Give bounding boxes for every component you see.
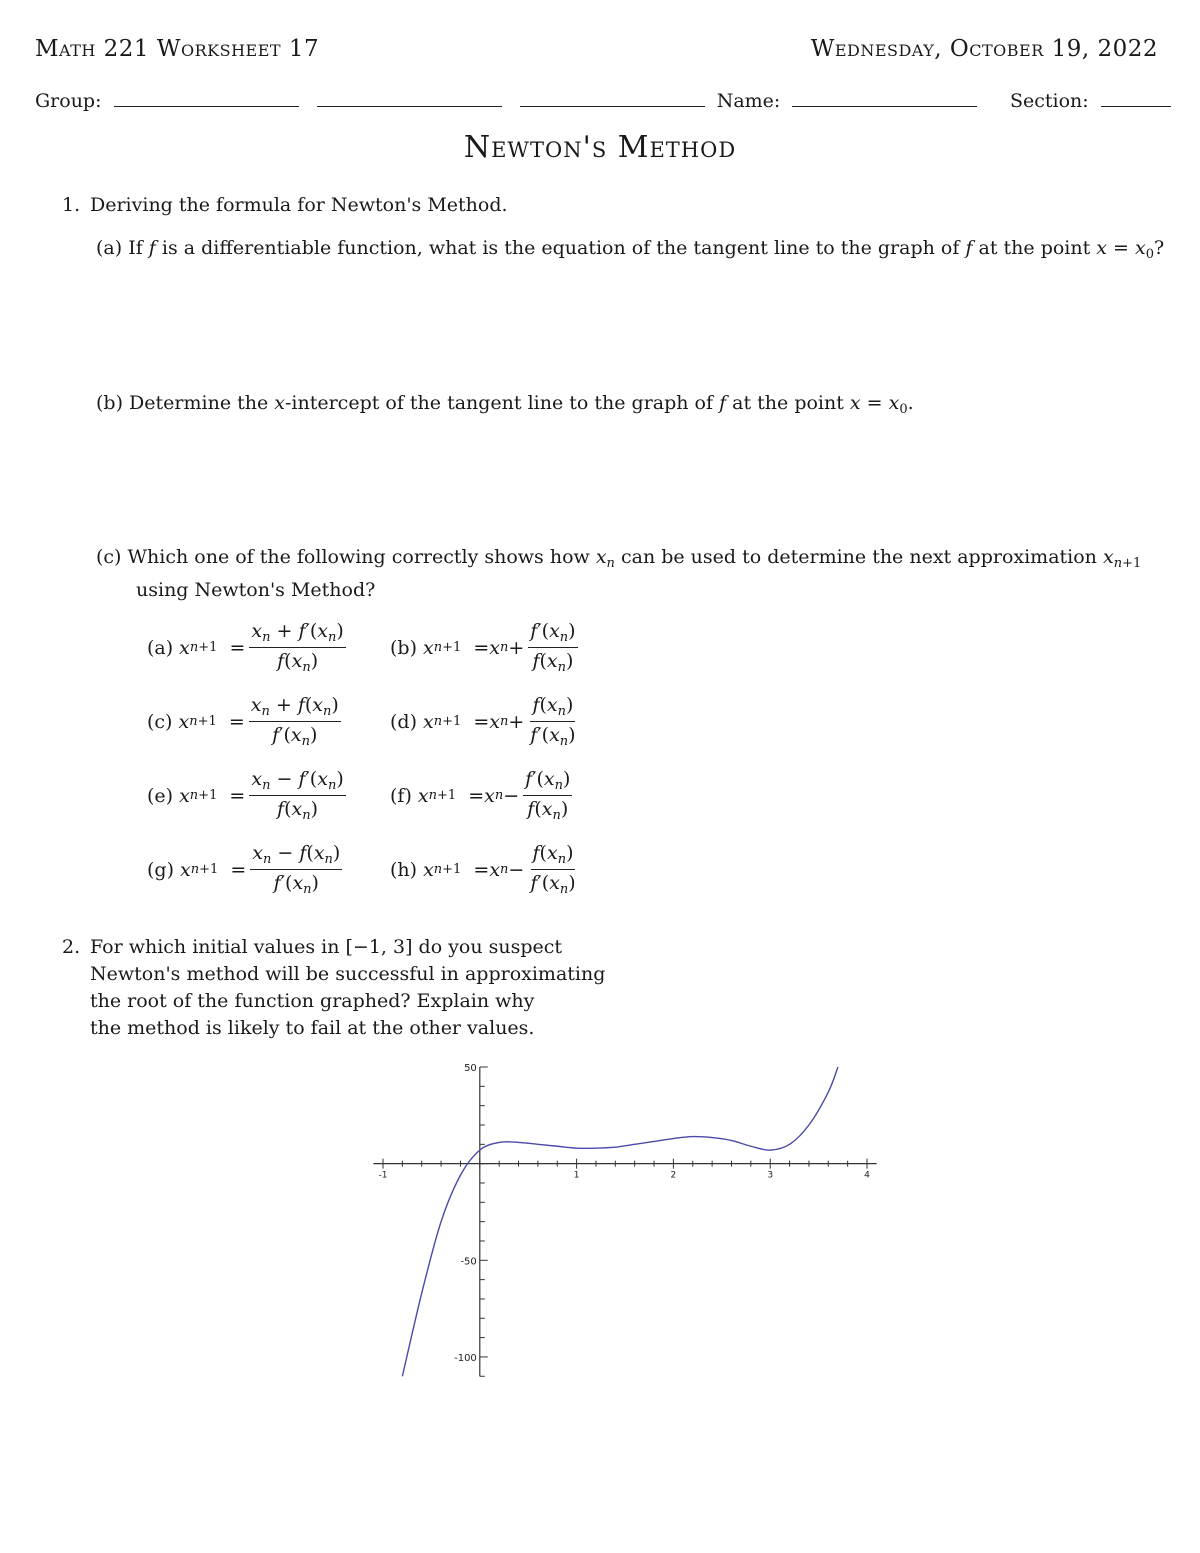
option-label: (a)	[147, 636, 174, 659]
q1c: (c) Which one of the following correctly shows how $x_n$ can be used to determine the next approximation $x_{n+1}$ using Newton's Method?	[96, 544, 1171, 604]
option-fraction: $\frac{x_n - f'(x_n)}{f(x_n)}$	[251, 768, 344, 823]
q1c-label: (c)	[96, 546, 122, 568]
y-tick-label: -50	[460, 1256, 477, 1268]
option-label: (f)	[390, 784, 412, 807]
option-fraction: $\frac{f(x_n)}{f'(x_n)}$	[530, 694, 576, 749]
name-blank[interactable]	[792, 105, 977, 107]
page-title: Newton's Method	[463, 130, 737, 165]
option-fraction: $\frac{x_n + f'(x_n)}{f(x_n)}$	[251, 620, 344, 675]
q1b-text-3: at the point	[732, 392, 844, 414]
option-fraction: $\frac{x_n + f(x_n)}{f'(x_n)}$	[250, 694, 339, 749]
section-label: Section:	[1010, 90, 1089, 112]
option-label: (b)	[390, 636, 417, 659]
x-tick-label: -1	[378, 1170, 388, 1181]
function-graph	[360, 1055, 900, 1385]
q1-number: 1.	[62, 194, 81, 216]
q1-text: Deriving the formula for Newton's Method.	[90, 194, 508, 216]
y-tick-label: 50	[464, 1063, 477, 1074]
option-h[interactable]: (h) x n+1 = x n − $\frac{f(x_n)}{f'(x_n)}$	[390, 842, 576, 897]
q1c-text-1: Which one of the following correctly shows how	[127, 546, 590, 568]
q2-text	[90, 934, 605, 1042]
option-label: (c)	[147, 710, 173, 733]
x-tick-label: 3	[767, 1170, 774, 1181]
option-fraction: $\frac{f'(x_n)}{f(x_n)}$	[530, 620, 576, 675]
y-tick-label: -100	[454, 1352, 477, 1364]
option-label: (d)	[390, 710, 417, 733]
option-f[interactable]: (f) x n+1 = x n − $\frac{f'(x_n)}{f(x_n)}$	[390, 768, 571, 823]
q1b-label: (b)	[96, 392, 123, 414]
option-a[interactable]: (a) x n+1 = $\frac{x_n + f'(x_n)}{f(x_n)}$	[147, 620, 344, 675]
q1a-text-2: is a differentiable function, what is the equation of the tangent line to the graph of	[161, 237, 960, 259]
q2-line-4: the method is likely to fail at the other values.	[90, 1017, 535, 1039]
f-symbol: f	[965, 237, 973, 259]
course-title: Math 221 Worksheet 17	[35, 36, 320, 62]
x-tick-label: 1	[573, 1170, 580, 1181]
option-label: (h)	[390, 858, 418, 881]
q1a: (a) If f is a differentiable function, what is the equation of the tangent line to the graph of f at the point $x = x_0$?	[96, 237, 1165, 262]
q1c-text-3: using Newton's Method?	[136, 579, 376, 601]
q1b: (b) Determine the x-intercept of the tangent line to the graph of f at the point $x = x_0$.	[96, 392, 914, 417]
option-g[interactable]: (g) x n+1 = $\frac{x_n - f(x_n)}{f'(x_n)}$	[147, 842, 341, 897]
section-row	[1010, 88, 1171, 115]
function-curve	[402, 1067, 838, 1376]
option-c[interactable]: (c) x n+1 = $\frac{x_n + f(x_n)}{f'(x_n)}$	[147, 694, 339, 749]
q1a-label: (a)	[96, 237, 123, 259]
q1b-text-2: -intercept of the tangent line to the graph of	[284, 392, 714, 414]
x-tick-label: 4	[864, 1170, 870, 1181]
option-b[interactable]: (b) x n+1 = x n + $\frac{f'(x_n)}{f(x_n)}$	[390, 620, 576, 675]
f-symbol: f	[148, 237, 156, 259]
option-e[interactable]: (e) x n+1 = $\frac{x_n - f'(x_n)}{f(x_n)}$	[147, 768, 344, 823]
q1a-text-3: at the point	[978, 237, 1091, 259]
name-label: Name:	[716, 90, 781, 112]
worksheet-date: Wednesday, October 19, 2022	[810, 36, 1158, 62]
option-fraction: $\frac{x_n - f(x_n)}{f'(x_n)}$	[252, 842, 341, 897]
option-label: (g)	[147, 858, 174, 881]
group-blank-3[interactable]	[520, 105, 705, 107]
q1b-text-1: Determine the	[129, 392, 269, 414]
q2-line-2: Newton's method will be successful in approximating	[90, 963, 606, 985]
section-blank[interactable]	[1101, 105, 1171, 107]
option-fraction: $\frac{f(x_n)}{f'(x_n)}$	[530, 842, 576, 897]
q1a-text-1: If	[128, 237, 143, 259]
group-blank-1[interactable]	[114, 105, 299, 107]
q2-line-3: the root of the function graphed? Explain why	[90, 990, 535, 1012]
q2-number: 2.	[62, 936, 81, 958]
x-tick-label: 2	[670, 1170, 677, 1181]
option-label: (e)	[147, 784, 174, 807]
group-blank-2[interactable]	[317, 105, 502, 107]
q1c-text-2: can be used to determine the next approximation	[620, 546, 1097, 568]
group-label: Group:	[35, 90, 102, 112]
option-fraction: $\frac{f'(x_n)}{f(x_n)}$	[525, 768, 571, 823]
q2-line-1: For which initial values in [−1, 3] do you suspect	[90, 936, 563, 958]
option-d[interactable]: (d) x n+1 = x n + $\frac{f(x_n)}{f'(x_n)}$	[390, 694, 576, 749]
group-row	[35, 88, 1170, 115]
